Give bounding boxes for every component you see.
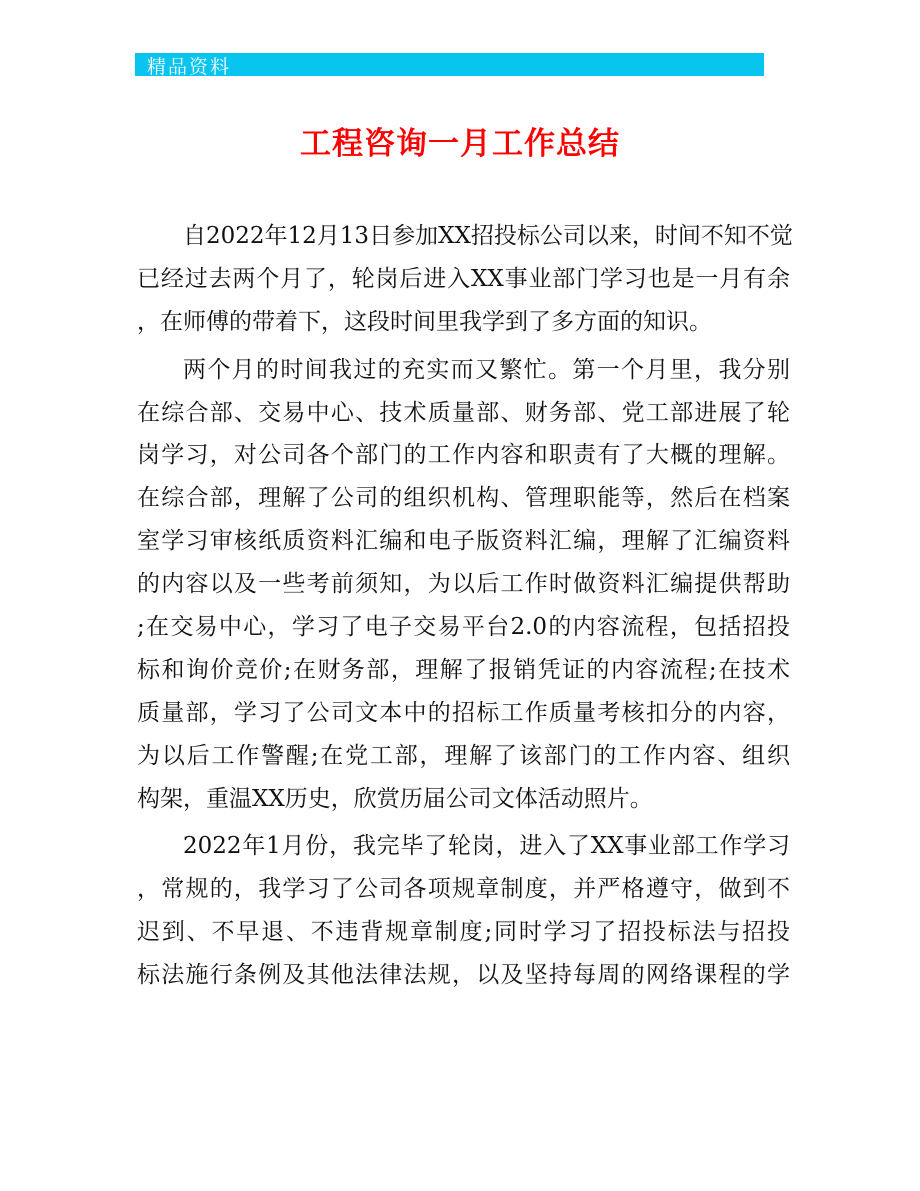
text-line: 构架，重温XX历史，欣赏历届公司文体活动照片。 — [137, 785, 653, 812]
header-banner — [135, 53, 764, 76]
text-line: 自2022年12月13日参加XX招投标公司以来，时间不知不觉 — [183, 223, 793, 249]
text-line: 在综合部，理解了公司的组织机构、管理职能等，然后在档案 — [137, 485, 790, 512]
paragraph — [137, 352, 790, 824]
banner-label: 精品资料 — [147, 56, 232, 78]
paragraph — [137, 218, 793, 347]
text-line: 的内容以及一些考前须知，为以后工作时做资料汇编提供帮助 — [137, 571, 790, 598]
text-line: 已经过去两个月了，轮岗后进入XX事业部门学习也是一月有余 — [137, 265, 790, 292]
document-title: 工程咨询一月工作总结 — [300, 126, 620, 162]
text-line: 标和询价竞价;在财务部，理解了报销凭证的内容流程;在技术 — [137, 656, 790, 683]
text-line: 岗学习，对公司各个部门的工作内容和职责有了大概的理解。 — [137, 442, 790, 469]
text-line: 2022年1月份，我完毕了轮岗，进入了XX事业部工作学习 — [183, 833, 790, 860]
document-body — [137, 218, 793, 1000]
text-line: 标法施行条例及其他法律法规，以及坚持每周的网络课程的学 — [137, 962, 790, 989]
text-line: 两个月的时间我过的充实而又繁忙。第一个月里，我分别 — [183, 356, 790, 383]
text-line: 迟到、不早退、不违背规章制度;同时学习了招投标法与招投 — [137, 919, 790, 946]
text-line: ;在交易中心，学习了电子交易平台2.0的内容流程，包括招投 — [137, 614, 790, 641]
text-line: 室学习审核纸质资料汇编和电子版资料汇编，理解了汇编资料 — [137, 528, 790, 555]
text-line: ，在师傅的带着下，这段时间里我学到了多方面的知识。 — [137, 308, 712, 335]
text-line: ，常规的，我学习了公司各项规章制度，并严格遵守，做到不 — [137, 876, 790, 903]
text-line: 质量部，学习了公司文本中的招标工作质量考核扣分的内容， — [137, 699, 790, 726]
text-line: 在综合部、交易中心、技术质量部、财务部、党工部进展了轮 — [137, 399, 790, 426]
paragraph — [137, 828, 790, 1000]
text-line: 为以后工作警醒;在党工部，理解了该部门的工作内容、组织 — [137, 742, 790, 769]
